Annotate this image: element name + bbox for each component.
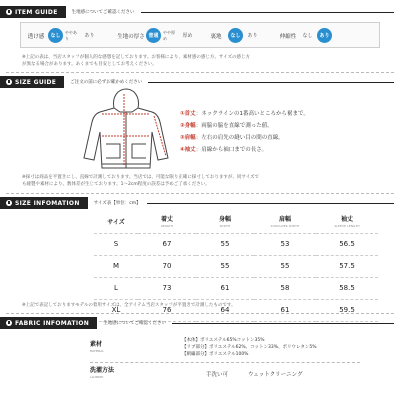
header-label: 袖丈 [340, 215, 353, 223]
measure-number: ① [180, 111, 185, 117]
laundry-sub: LAUNDRY [90, 375, 104, 379]
material-label-text: 素材 [90, 340, 103, 348]
guide-option: 普通 [146, 28, 161, 43]
measure-item [180, 120, 309, 132]
size-info-disclaimer [22, 302, 236, 309]
disclaimer-line: が異なる場合があります。あくまでも目安としてお考えください。 [22, 62, 157, 67]
measure-number: ④ [180, 147, 185, 153]
item-guide-title [0, 6, 66, 18]
size-info-header [0, 197, 400, 209]
divider [172, 323, 394, 324]
measure-item [180, 108, 309, 120]
guide-group-stretch [276, 28, 334, 43]
guide-option: あり [317, 28, 332, 43]
guide-option: なし [228, 28, 243, 43]
measure-item [180, 144, 309, 156]
size-guide-disclaimer [22, 174, 259, 188]
table-cell: 61 [196, 277, 254, 299]
table-cell: XL [94, 299, 138, 321]
guide-group-sheerness [24, 28, 99, 43]
table-row [94, 233, 378, 255]
divider [147, 203, 394, 204]
guide-label: 生地の厚さ [117, 33, 145, 40]
table-cell: 76 [138, 299, 196, 321]
measure-number: ③ [180, 135, 185, 141]
disclaimer-line: ※上記で表記しておりますモデルの着用サイズは、全アイテム当店スタッフが平置きで計測したものです。 [22, 303, 236, 308]
info-icon [6, 79, 12, 85]
size-guide-title-text: SIZE GUIDE [15, 78, 57, 86]
material-line: 【刺繍部分】ポリエステル100% [182, 352, 249, 357]
sleeve-col-header [316, 213, 378, 233]
laundry-value: ウェットクリーニング [248, 372, 303, 378]
divider [141, 12, 394, 13]
measure-desc: ：両脇の脇を直線で測った値。 [195, 123, 273, 129]
guide-label: 伸縮性 [279, 33, 297, 40]
guide-label: 裏地 [210, 33, 222, 40]
table-cell: 61 [254, 299, 316, 321]
table-cell: 57.5 [316, 255, 378, 277]
info-icon [6, 9, 12, 15]
table-cell: 58.5 [316, 277, 378, 299]
material-row [90, 337, 316, 358]
header-sub: WIDTH [219, 223, 231, 228]
header-label: 身幅 [218, 215, 231, 223]
laundry-row [90, 368, 303, 380]
laundry-label-text: 洗濯方法 [90, 367, 115, 374]
size-info-title-text: SIZE INFOMATION [15, 199, 80, 207]
length-col-header [138, 213, 196, 233]
table-cell: 67 [138, 233, 196, 255]
table-cell: 70 [138, 255, 196, 277]
size-info-note: サイズ表【単位：cm】 [93, 201, 141, 206]
size-info-title [0, 197, 88, 209]
guide-group-thickness [116, 28, 197, 43]
measure-number: ② [180, 123, 185, 129]
guide-option: なし [302, 33, 313, 39]
material-line: 【本体】ポリエステル65%コットン35% [182, 338, 265, 343]
table-cell: 53 [254, 233, 316, 255]
header-sub: SLEEVE LENGTH [334, 223, 360, 228]
fabric-info-note: 生地感についてご確認ください [103, 321, 167, 326]
hoodie-diagram-illustration [80, 88, 172, 172]
guide-option: 厚め [182, 33, 193, 39]
item-guide-title-text: ITEM GUIDE [15, 8, 58, 16]
shoulder-col-header [254, 213, 316, 233]
header-sub: LENGTH [160, 223, 174, 228]
size-table-header-row [94, 213, 378, 233]
measure-name: 肩幅 [184, 135, 196, 141]
header-label: 着丈 [160, 215, 173, 223]
table-cell: M [94, 255, 138, 277]
table-cell: 55 [196, 255, 254, 277]
table-cell: 59.5 [316, 299, 378, 321]
material-line: 【リブ部分】ポリエステル62%、コットン33%、ポリウレタン5% [182, 345, 317, 350]
measure-desc: ：肩線から袖口までの長さ。 [195, 147, 267, 153]
laundry-label [90, 368, 150, 380]
material-sub: MATERIAL [90, 348, 104, 353]
table-cell: S [94, 233, 138, 255]
measure-item [180, 132, 309, 144]
size-col-header [94, 213, 138, 233]
dashed-divider [90, 362, 360, 363]
measure-name: 袖丈 [184, 147, 196, 153]
guide-option: あり [84, 33, 95, 39]
dashed-divider [6, 313, 394, 314]
size-guide-note: ご注文の前に必ずお確かめください [70, 80, 143, 85]
disclaimer-line: も縫製や素材により、数体差が生じております。1〜2cm程度の誤差は予めご了承ください。 [22, 182, 210, 187]
info-icon [6, 320, 12, 326]
guide-group-lining [204, 28, 262, 43]
guide-option: なし [48, 28, 63, 43]
header-sub: SHOULDER WIDTH [270, 223, 300, 228]
header-label: サイズ [107, 219, 125, 227]
fabric-info-title-text: FABRIC INFOMATION [15, 319, 90, 327]
measure-name: 身幅 [184, 123, 196, 129]
material-lines [182, 337, 316, 358]
table-row [94, 255, 378, 277]
laundry-value: 手洗い可 [206, 372, 229, 378]
dashed-divider [6, 193, 394, 194]
guide-option: やや厚め [163, 29, 175, 41]
dashed-divider [6, 72, 394, 73]
item-guide-note: 生地感についてご確認ください [71, 10, 135, 15]
size-guide-title [0, 76, 64, 88]
guide-option: あり [247, 33, 258, 39]
measure-desc: ：ネックラインの1番高いところから裾まで。 [195, 111, 309, 117]
table-cell: 58 [254, 277, 316, 299]
item-guide-header [0, 6, 400, 18]
table-cell: L [94, 277, 138, 299]
size-guide-header [0, 76, 400, 88]
table-cell: 56.5 [316, 233, 378, 255]
measure-desc: ：左右の肩先の縫い目の間の直線。 [195, 135, 284, 141]
header-label: 肩幅 [278, 215, 291, 223]
info-icon [6, 200, 12, 206]
fabric-info-header [0, 317, 400, 329]
measure-list [180, 108, 309, 156]
fabric-info-title [0, 317, 97, 329]
guide-label: 透け感 [27, 33, 45, 40]
disclaimer-line: ※上記の表は、当店スタッフが個人的な感想を記しております。お客様により、素材感の感じ方、サイズの感じ方 [22, 55, 251, 60]
item-guide-disclaimer [22, 54, 250, 68]
guide-option: ややあり [65, 29, 77, 41]
table-cell: 55 [254, 255, 316, 277]
width-col-header [196, 213, 254, 233]
table-row [94, 277, 378, 299]
measure-name: 首丈 [184, 111, 196, 117]
disclaimer-line: ※採寸は商品を平置きにし、直線で計測しております。当店では、可能な限り正確に採寸しておりますが、同サイズで [22, 175, 260, 180]
material-label [90, 342, 150, 354]
table-cell: 73 [138, 277, 196, 299]
table-cell: 64 [196, 299, 254, 321]
table-cell: 55 [196, 233, 254, 255]
divider [148, 82, 394, 83]
